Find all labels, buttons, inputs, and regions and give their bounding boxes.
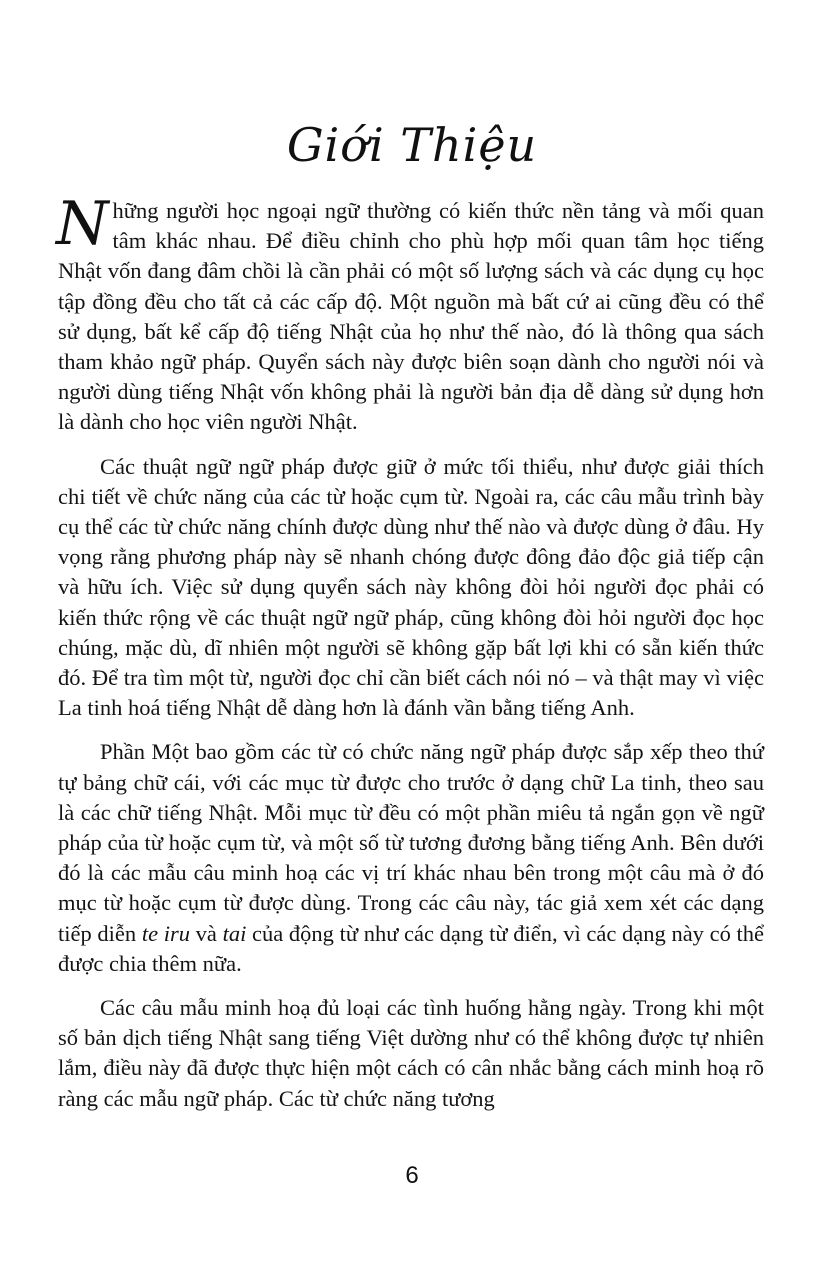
paragraph-3: [58, 737, 764, 979]
paragraph-1-text: hững người học ngoại ngữ thường có kiến thức nền tảng và mối quan tâm khác nhau. Để điều chỉnh cho phù hợp mối quan tâm học tiếng Nhật vốn đang đâm chồi là cần phải có một số lượng sách và các dụng cụ học tập đồng đều cho tất cả các cấp độ. Một nguồn mà bất cứ ai cũng đều có thể sử dụng, bất kể cấp độ tiếng Nhật của họ như thế nào, đó là thông qua sách tham khảo ngữ pháp. Quyển sách này được biên soạn dành cho người nói và người dùng tiếng Nhật vốn không phải là người bản địa dễ dàng sử dụng hơn là dành cho học viên người Nhật.: [58, 198, 764, 435]
page-title: Giới Thiệu: [286, 118, 538, 172]
paragraph-4: Các câu mẫu minh hoạ đủ loại các tình huống hằng ngày. Trong khi một số bản dịch tiếng Nhật sang tiếng Việt dường như có thể không được tự nhiên lắm, điều này đã được thực hiện một cách có cân nhắc bằng cách minh hoạ rõ ràng các mẫu ngữ pháp. Các từ chức năng tương: [58, 995, 764, 1111]
paragraph-3-text-end: của động từ như các dạng từ điển, vì các dạng này có thể được chia thêm nữa.: [58, 920, 764, 976]
page-number: 6: [405, 1162, 419, 1189]
term-te-iru: te iru: [141, 920, 190, 946]
drop-cap: N: [56, 189, 109, 259]
paragraph-3-text-start: Phần Một bao gồm các từ có chức năng ngữ pháp được sắp xếp theo thứ tự bảng chữ cái, với các mục từ được cho trước ở dạng chữ La tinh, theo sau là các chữ tiếng Nhật. Mỗi mục từ đều có một phần miêu tả ngắn gọn về ngữ pháp của từ hoặc cụm từ, và một số từ tương đương bằng tiếng Anh. Bên dưới đó là các mẫu câu minh hoạ các vị trí khác nhau bên trong một câu mà ở đó mục từ hoặc cụm từ được dùng. Trong các câu này, tác giả xem xét các dạng tiếp diễn: [58, 739, 764, 946]
paragraph-2: Các thuật ngữ ngữ pháp được giữ ở mức tối thiểu, như được giải thích chi tiết về chức năng của các từ hoặc cụm từ. Ngoài ra, các câu mẫu trình bày cụ thể các từ chức năng chính được dùng như thế nào và được dùng ở đâu. Hy vọng rằng phương pháp này sẽ nhanh chóng được đông đảo độc giả tiếp cận và hữu ích. Việc sử dụng quyển sách này không đòi hỏi người đọc phải có kiến thức rộng về các thuật ngữ ngữ pháp, cũng không đòi hỏi người đọc học chúng, mặc dù, dĩ nhiên một người sẽ không gặp bất lợi khi có sẵn kiến thức đó. Để tra tìm một từ, người đọc chỉ cần biết cách nói nó – và thật may vì việc La tinh hoá tiếng Nhật dễ dàng hơn là đánh vần bằng tiếng Anh.: [58, 453, 764, 721]
paragraph-3-text-middle: và: [190, 920, 223, 946]
term-tai: tai: [222, 920, 247, 946]
body-text: [56, 189, 764, 1114]
paragraph-1: [56, 189, 764, 438]
